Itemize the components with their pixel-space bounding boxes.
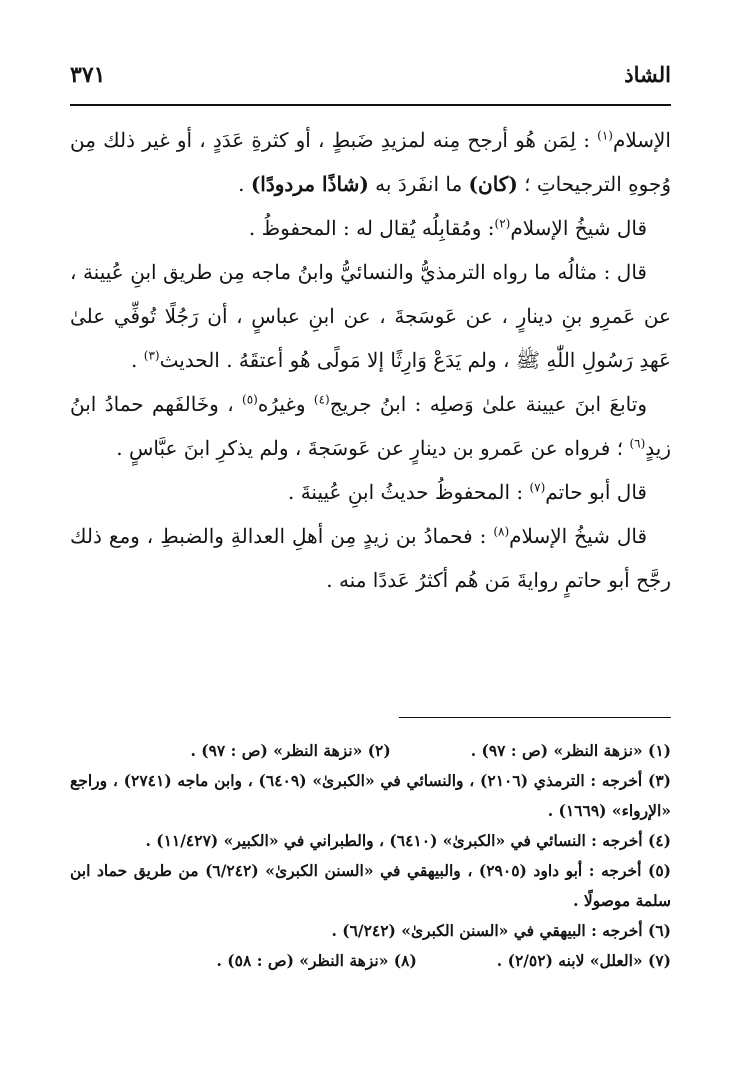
text-span: . [131,348,144,372]
footnote-row [70,736,671,766]
text-span: ، وخَالفَهم حمادُ ابنُ زيدٍ [70,392,671,460]
text-span: قال شيخُ الإسلام [509,524,648,548]
paragraph-2 [70,206,671,250]
footnote-separator [399,717,671,718]
text-span: . [238,172,251,196]
footnote-ref: (٧) [529,480,546,495]
footnote-6: (٦) أخرجه : البيهقي في «السنن الكبرىٰ» (٦/٢٤٢) . [331,921,671,940]
footnote-row [70,946,671,976]
text-span: ما انفَردَ به [368,172,469,196]
header-rule [70,104,671,106]
footnote-4: (٤) أخرجه : النسائي في «الكبرىٰ» (٦٤١٠) ، والطبراني في «الكبير» (١١/٤٢٧) . [145,831,671,850]
text-span: وتابعَ ابنَ عيينة علىٰ وَصلِه : ابنُ جريج [329,392,648,416]
text-span: قال : مثالُه ما رواه الترمذيُّ والنسائيُّ وابنُ ماجه مِن طريق ابنِ عُيينة ، عن عَمرِو بنِ دينارٍ ، عن عَوسَجةَ ، عن ابنِ عباسٍ ، أن رَجُلًا تُوفِّي علىٰ عَهدِ رَسُولِ اللّٰهِ ﷺ ، ولم يَدَعْ وَارِثًا إلا مَولًى هُو أعتقَهُ . الحديث [70,260,671,372]
footnote-5: (٥) أخرجه : أبو داود (٢٩٠٥) ، والبيهقي في «السنن الكبرىٰ» (٦/٢٤٢) من طريق حماد ابن سلمة موصولًا . [70,861,671,910]
running-title: الشاذ [624,62,671,87]
footnote-ref: (٢) [494,216,511,231]
text-span: قال أبو حاتم [545,480,647,504]
footnote-ref: (٣) [143,348,160,363]
main-text [70,118,671,602]
footnote-2: (٢) «نزهة النظر» (ص : ٩٧) . [190,741,391,760]
paragraph-1 [70,118,671,206]
footnote-ref: (٥) [242,392,258,407]
paragraph-5 [70,470,671,514]
footnote-1: (١) «نزهة النظر» (ص : ٩٧) . [470,741,671,760]
footnote-ref: (٦) [629,436,646,451]
footnote-ref: (٨) [493,524,510,539]
bold-term: (شاذًا مردودًا) [250,172,369,196]
footnote-3: (٣) أخرجه : الترمذي (٢١٠٦) ، والنسائي في «الكبرىٰ» (٦٤٠٩) ، وابن ماجه (٢٧٤١) ، وراجع «الإرواء» (١٦٦٩) . [70,771,672,820]
paragraph-6 [70,514,671,602]
footnotes [70,736,671,976]
text-span: : فحمادُ بن زيدٍ مِن أهلِ العدالةِ والضبطِ ، ومع ذلك رجَّح أبو حاتمٍ روايةَ مَن هُم أكثرُ عَددًا منه . [70,524,671,592]
text-span: الإسلام [612,128,671,152]
text-span: : ومُقابِلُه يُقال له : المحفوظُ . [248,216,495,240]
text-span: قال شيخُ الإسلام [510,216,647,240]
page-number: ٣٧١ [70,62,106,88]
footnote-ref: (١) [597,128,613,143]
text-span: وغيرُه [257,392,314,416]
text-span: : لِمَن هُو أرجح مِنه لمزيدِ ضَبطٍ ، أو كثرةِ عَدَدٍ ، أو غير ذلك مِن وُجوهِ الترجيحاتِ ؛ [70,128,671,196]
text-span: ؛ فرواه عن عَمرو بن دينارٍ عن عَوسَجةَ ، ولم يذكرِ ابنَ عبَّاسٍ . [116,436,630,460]
page-header [70,62,671,96]
footnote-7: (٧) «العلل» لابنه (٢/٥٢) . [496,951,671,970]
footnote-8: (٨) «نزهة النظر» (ص : ٥٨) . [216,951,417,970]
footnote-ref: (٤) [313,392,330,407]
text-span: : المحفوظُ حديثُ ابنِ عُيينةَ . [287,480,530,504]
paragraph-3 [70,250,671,382]
paragraph-4 [70,382,671,470]
bold-term: (كان) [468,172,518,196]
